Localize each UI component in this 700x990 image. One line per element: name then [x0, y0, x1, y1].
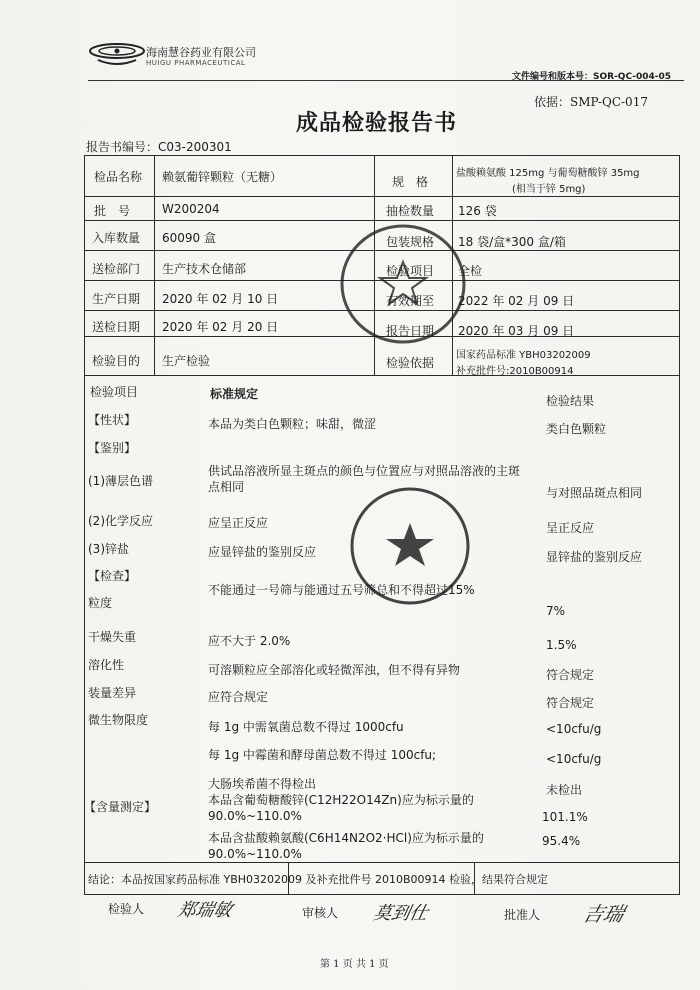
sample-qty: 126 袋 [458, 204, 497, 218]
batch: W200204 [162, 202, 220, 216]
sample-qty-label: 抽检数量 [386, 204, 435, 218]
submit-date: 2020 年 02 月 20 日 [162, 320, 279, 334]
table-border-left [84, 155, 85, 895]
table-border-top [84, 155, 680, 156]
doc-number: 文件编号和版本号：SOR-QC-004-05 [512, 72, 672, 82]
inspector-label: 检验人 [108, 902, 145, 916]
items-label: 检验项目 [386, 264, 435, 278]
std-line1: 国家药品标准 YBH03202009 [456, 350, 591, 361]
approver-label: 批准人 [504, 908, 541, 922]
inspection-seal-icon [338, 222, 468, 346]
reviewer-signature: 莫到仕 [371, 903, 430, 924]
company-name-cn: 海南慧谷药业有限公司 [146, 46, 256, 59]
col-result-header: 检验结果 [546, 394, 595, 408]
inspection-seal-icon [348, 485, 472, 607]
purpose-label: 检验目的 [92, 354, 141, 368]
package: 18 袋/盒*300 盒/箱 [458, 235, 566, 249]
report-number: 报告书编号：C03-200301 [86, 140, 232, 154]
header-rule [88, 80, 684, 81]
dept-label: 送检部门 [92, 262, 141, 276]
col-std-header: 标准规定 [210, 387, 259, 401]
stock-qty: 60090 盒 [162, 231, 216, 245]
company-name-en: HUIGU PHARMACEUTICAL [146, 59, 246, 67]
submit-date-label: 送检日期 [92, 320, 141, 334]
spec-line2: (相当于锌 5mg) [512, 184, 586, 195]
purpose: 生产检验 [162, 354, 211, 368]
conclusion: 结论：本品按国家药品标准 YBH03202009 及补充批件号 2010B00914 检验，结果符合规定 [88, 873, 549, 886]
mfg-date-label: 生产日期 [92, 292, 141, 306]
expiry: 2022 年 02 月 09 日 [458, 294, 575, 308]
expiry-label: 有效期至 [386, 294, 435, 308]
page-footer: 第 1 页 共 1 页 [320, 959, 389, 970]
approver-signature: 吉瑞 [580, 902, 627, 926]
inspector-signature: 郑瑞敏 [175, 900, 234, 921]
spec-line1: 盐酸赖氨酸 125mg 与葡萄糖酸锌 35mg [456, 168, 640, 179]
report-date: 2020 年 03 月 09 日 [458, 324, 575, 338]
report-title: 成品检验报告书 [296, 111, 458, 136]
col-item-header: 检验项目 [90, 385, 139, 399]
stock-qty-label: 入库数量 [92, 231, 141, 245]
package-label: 包装规格 [386, 235, 435, 249]
items: 全检 [458, 264, 483, 278]
basis-reference: 依据：SMP-QC-017 [534, 95, 648, 109]
reviewer-label: 审核人 [302, 906, 339, 920]
product-name: 赖氨葡锌颗粒（无糖） [162, 170, 283, 184]
report-page: 海南慧谷药业有限公司 HUIGU PHARMACEUTICAL 文件编号和版本号：SOR-QC-004-05 依据：SMP-QC-017 成品检验报告书 报告书编号：C03-200301 检品名称 赖氨葡锌颗粒（无糖） 规 格 盐酸赖氨酸 125mg 与葡萄糖酸锌 35mg (相当于锌 5mg) 批 号 W200204 抽检数量 126 袋 入库数量 60090 盒 包装规格 18 袋/盒*300 盒/箱 送检部门 生产技术仓储部 检验项目 全检 生产日期 2020 年 02 月 10 日 有效期至 2022 年 02 月 09 日 送检日期 2020 年 02 月 20 日 报告日期 2020 年 03 月 09 日 检验目的 生产检验 检验依据 国家药品标准 YBH03202009 补充批件号:2010B00914 检验项目 标准规定 检验结果 【性状】 本品为类白色颗粒；味甜，微涩 类白色颗粒 【鉴别】 (1)薄层色谱 供试品溶液所显主斑点的颜色与位置应与对照品溶液的主斑点相同 与对照品斑点相同 (2)化学反应 应呈正反应 呈正反应 (3)锌盐 应显锌盐的鉴别反应 显锌盐的鉴别反应 【检查】 粒度 不能通过一号筛与能通过五号筛总和不得超过15% 7% 干燥失重 应不大于 2.0% 1.5% 溶化性 可溶颗粒应全部溶化或轻微浑浊，但不得有异物 符合规定 装量差异 应符合规定 符合规定 微生物限度 每 1g 中需氧菌总数不得过 1000cfu <10cfu/g 每 1g 中霉菌和酵母菌总数不得过 100cfu; <10cfu/g 大肠埃希菌不得检出 未检出 【含量测定】 本品含葡萄糖酸锌(C12H22O14Zn)应为标示量的90.0%~110.0% 101.1% 本品含盐酸赖氨酸(C6H14N2O2·HCl)应为标示量的90.0%~110.0% 95.4% 结论：本品按国家药品标准 YBH03202009 及补充批件号 2010B00914 检验，结果符合规定 检验人 郑瑞敏 审核人 莫到仕 批准人 吉瑞 第 1 页 共 1 页 [0, 0, 700, 990]
std-label: 检验依据 [386, 356, 435, 370]
table-border-right [679, 155, 680, 895]
batch-label: 批 号 [94, 204, 131, 218]
product-name-label: 检品名称 [94, 170, 143, 184]
spec-label: 规 格 [392, 175, 429, 189]
std-line2: 补充批件号:2010B00914 [456, 366, 574, 377]
mfg-date: 2020 年 02 月 10 日 [162, 292, 279, 306]
company-logo-icon [88, 38, 146, 68]
report-date-label: 报告日期 [386, 324, 435, 338]
dept: 生产技术仓储部 [162, 262, 247, 276]
